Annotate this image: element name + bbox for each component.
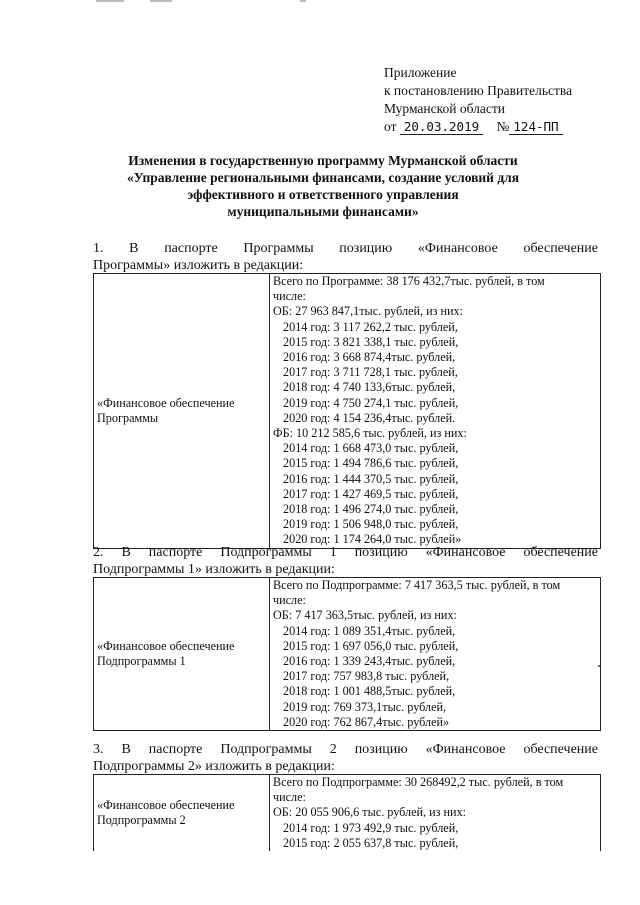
title-line: Изменения в государственную программу Мурманской области	[128, 153, 518, 168]
value-row: числе:	[273, 593, 306, 608]
value-row: 2019 год: 4 750 274,1 тыс. рублей,	[283, 395, 459, 410]
appendix-line: к постановлению Правительства	[384, 83, 573, 98]
value-row: числе:	[273, 289, 306, 304]
value-row: 2014 год: 1 089 351,4тыс. рублей,	[283, 623, 456, 638]
value-row: 2019 год: 769 373,1тыс. рублей,	[283, 699, 447, 714]
value-row: 2016 год: 1 339 243,4тыс. рублей,	[283, 654, 456, 669]
section-3-values	[270, 775, 601, 852]
section-1-text	[93, 240, 598, 274]
value-row: 2015 год: 1 494 786,6 тыс. рублей,	[283, 456, 459, 471]
section-3-table	[93, 774, 601, 851]
title-line: «Управление региональными финансами, создание условий для	[126, 170, 520, 185]
value-row: 2020 год: 1 174 264,0 тыс. рублей»	[283, 532, 462, 547]
section-1-values	[270, 274, 601, 549]
section-2-line-1: 2. В паспорте Подпрограммы 1 позицию «Финансовое обеспечение	[93, 545, 598, 560]
decree-date: 20.03.2019	[400, 119, 483, 135]
value-row: ОБ: 20 055 906,6 тыс. рублей, из них:	[273, 805, 467, 820]
section-2-values	[270, 578, 601, 731]
section-3-label: «Финансовое обеспечение Подпрограммы 2	[94, 775, 270, 852]
value-row: 2016 год: 3 668 874,4тыс. рублей,	[283, 350, 456, 365]
document-title	[88, 152, 558, 220]
value-row: 2019 год: 1 506 948,0 тыс. рублей,	[283, 517, 459, 532]
appendix-header	[384, 64, 572, 136]
section-1-line-1: 1. В паспорте Программы позицию «Финансовое обеспечение	[93, 241, 598, 256]
value-row: 2014 год: 1 973 492,9 тыс. рублей,	[283, 820, 459, 835]
section-2-line-2: Подпрограммы 1» изложить в редакции:	[93, 562, 335, 577]
scan-mark	[598, 665, 600, 667]
section-3-line-2: Подпрограммы 2» изложить в редакции:	[93, 759, 335, 774]
section-1-label: «Финансовое обеспечение Программы	[94, 274, 270, 549]
value-row: ФБ: 10 212 585,6 тыс. рублей, из них:	[273, 426, 467, 441]
value-row: 2014 год: 3 117 262,2 тыс. рублей,	[283, 319, 458, 334]
value-row: 2020 год: 762 867,4тыс. рублей»	[283, 714, 450, 729]
value-row: 2018 год: 4 740 133,6тыс. рублей,	[283, 380, 456, 395]
section-2-text	[93, 544, 598, 578]
value-row: Всего по Подпрограмме: 30 268492,2 тыс. рублей, в том	[273, 775, 564, 789]
value-row: 2020 год: 4 154 236,4тыс. рублей.	[283, 410, 456, 425]
value-row: 2018 год: 1 496 274,0 тыс. рублей,	[283, 502, 459, 517]
value-row: 2015 год: 3 821 338,1 тыс. рублей,	[283, 334, 459, 349]
scan-edge	[0, 0, 640, 3]
value-row: числе:	[273, 790, 306, 805]
title-line: эффективного и ответственного управления	[187, 187, 459, 202]
value-row: 2017 год: 757 983,8 тыс. рублей,	[283, 669, 450, 684]
section-1-line-2: Программы» изложить в редакции:	[93, 258, 304, 273]
title-line: муниципальными финансами»	[227, 204, 419, 219]
section-2-table	[93, 577, 601, 731]
section-3-line-1: 3. В паспорте Подпрограммы 2 позицию «Финансовое обеспечение	[93, 742, 598, 757]
section-1-table	[93, 273, 601, 549]
value-row: Всего по Программе: 38 176 432,7тыс. рублей, в том	[273, 274, 545, 288]
value-row: 2014 год: 1 668 473,0 тыс. рублей,	[283, 441, 459, 456]
decree-number: 124-ПП	[509, 119, 562, 135]
value-row: 2015 год: 2 055 637,8 тыс. рублей,	[283, 835, 459, 850]
value-row: ОБ: 7 417 363,5тыс. рублей, из них:	[273, 608, 457, 623]
appendix-line: Приложение	[384, 65, 457, 80]
value-row: ОБ: 27 963 847,1тыс. рублей, из них:	[273, 304, 464, 319]
appendix-line: Мурманской области	[384, 101, 505, 116]
value-row: 2018 год: 1 001 488,5тыс. рублей,	[283, 684, 456, 699]
value-row: 2016 год: 1 444 370,5 тыс. рублей,	[283, 471, 459, 486]
appendix-date-line	[384, 118, 572, 136]
section-2-label: «Финансовое обеспечение Подпрограммы 1	[94, 578, 270, 731]
value-row: 2017 год: 1 427 469,5 тыс. рублей,	[283, 486, 459, 501]
value-row: Всего по Подпрограмме: 7 417 363,5 тыс. рублей, в том	[273, 578, 561, 592]
section-3-text	[93, 741, 598, 775]
number-prefix: №	[496, 119, 510, 134]
value-row: 2015 год: 1 697 056,0 тыс. рублей,	[283, 638, 459, 653]
value-row: 2017 год: 3 711 728,1 тыс. рублей,	[283, 365, 458, 380]
date-prefix: от	[384, 119, 397, 134]
